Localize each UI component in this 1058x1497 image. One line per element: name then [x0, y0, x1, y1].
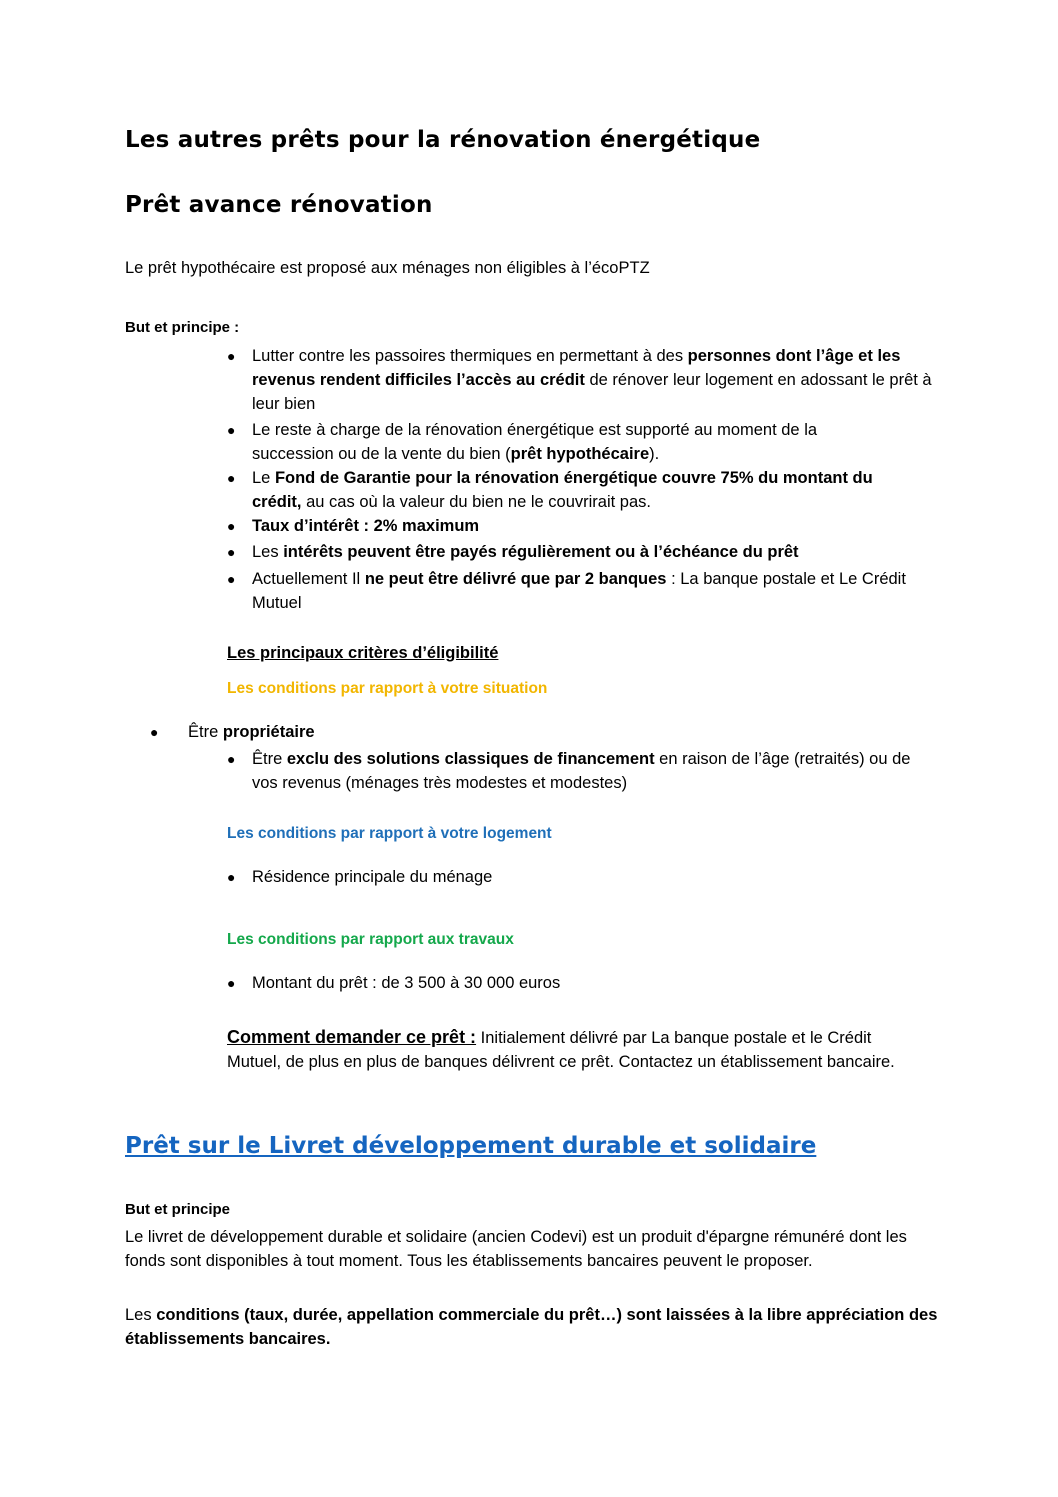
section-heading-pret-avance: Prêt avance rénovation — [125, 192, 433, 218]
situation-heading: Les conditions par rapport à votre situation — [227, 680, 548, 697]
bullet-item: Le Fond de Garantie pour la rénovation énergétique couvre 75% du montant du crédit, au cas où la valeur du bien ne le couvrirait pas. — [252, 469, 873, 511]
bullet-icon: ● — [227, 869, 236, 885]
bullet-icon: ● — [227, 544, 236, 560]
bullet-icon: ● — [227, 348, 236, 364]
bullet-icon: ● — [150, 724, 159, 740]
bullet-icon: ● — [227, 975, 236, 991]
bullet-icon: ● — [227, 518, 236, 534]
criteria-heading: Les principaux critères d’éligibilité — [227, 644, 499, 662]
bullet-item: Le reste à charge de la rénovation énergétique est supporté au moment de la succession ou de la vente du bien (prêt hypothécaire). — [252, 421, 818, 463]
bullet-item: Résidence principale du ménage — [252, 868, 493, 886]
bullet-item: Taux d’intérêt : 2% maximum — [252, 517, 480, 535]
comment-paragraph: Comment demander ce prêt : Initialement délivré par La banque postale et le Crédit Mutuel, de plus en plus de banques délivrent ce prêt. Contactez un établissement bancaire. — [227, 1027, 895, 1071]
bullet-icon: ● — [227, 751, 236, 767]
intro-text: Le prêt hypothécaire est proposé aux ménages non éligibles à l’écoPTZ — [125, 259, 650, 277]
bullet-item: Être propriétaire — [188, 723, 315, 741]
bullet-icon: ● — [227, 422, 236, 438]
bullet-item: Montant du prêt : de 3 500 à 30 000 euros — [252, 974, 561, 992]
bullet-icon: ● — [227, 470, 236, 486]
ldds-paragraph: Le livret de développement durable et solidaire (ancien Codevi) est un produit d'épargne rémunéré dont les fonds sont disponibles à tout moment. Tous les établissements bancaires peuvent le proposer. — [125, 1228, 907, 1270]
bullet-item: Lutter contre les passoires thermiques en permettant à des personnes dont l’âge et les revenus rendent difficiles l’accès au crédit de rénover leur logement en adossant le prêt à leur bien — [252, 347, 932, 413]
travaux-heading: Les conditions par rapport aux travaux — [227, 931, 514, 948]
ldds-conditions-paragraph: Les conditions (taux, durée, appellation commerciale du prêt…) sont laissées à la libre appréciation des établissements bancaires. — [125, 1306, 938, 1348]
bullet-icon: ● — [227, 571, 236, 587]
bullet-item: Actuellement Il ne peut être délivré que par 2 banques : La banque postale et Le Crédit Mutuel — [252, 570, 906, 612]
bullet-item: Être exclu des solutions classiques de financement en raison de l’âge (retraités) ou de vos revenus (ménages très modestes et modestes) — [252, 750, 911, 792]
page-title: Les autres prêts pour la rénovation énergétique — [125, 127, 761, 153]
but-label-2: But et principe — [125, 1201, 231, 1218]
but-label: But et principe : — [125, 319, 240, 336]
section-heading-ldds-link[interactable]: Prêt sur le Livret développement durable et solidaire — [125, 1133, 817, 1159]
logement-heading: Les conditions par rapport à votre logement — [227, 825, 552, 842]
bullet-item: Les intérêts peuvent être payés régulièrement ou à l’échéance du prêt — [252, 543, 799, 561]
